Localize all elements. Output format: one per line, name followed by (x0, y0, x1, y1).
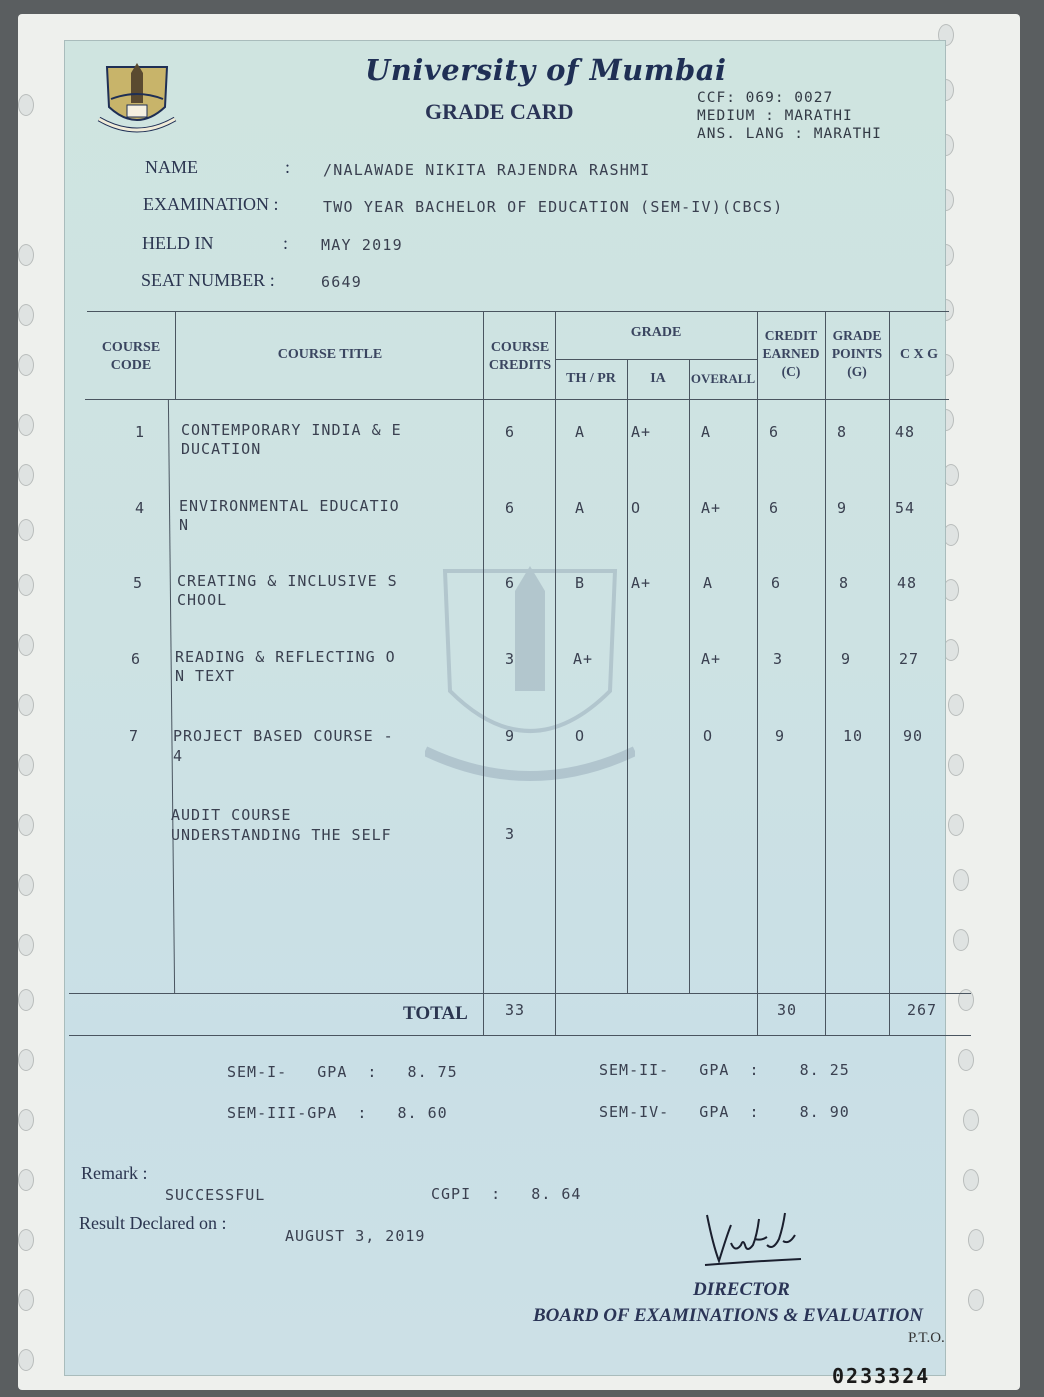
row-credits: 3 (505, 650, 516, 668)
row-overall: A (703, 574, 714, 592)
row-code: 5 (133, 574, 144, 592)
row-thpr: O (575, 727, 586, 745)
row-title (173, 726, 394, 766)
row-title-line1: READING & REFLECTING O (175, 648, 396, 666)
header-points-line3: (G) (847, 364, 867, 379)
gpa-sem4: SEM-IV- GPA : 8. 90 (599, 1103, 850, 1121)
row-earned: 6 (771, 574, 782, 592)
remark-value: SUCCESSFUL (165, 1186, 266, 1204)
seat-label: SEAT NUMBER : (141, 270, 275, 290)
row-ia: A+ (631, 423, 652, 441)
row-thpr: B (575, 574, 586, 592)
total-top-line (69, 993, 971, 994)
row-points: 8 (837, 423, 848, 441)
col-line-6 (757, 311, 758, 1035)
header-earned-line3: (C) (781, 364, 801, 379)
row-credits: 3 (505, 825, 516, 843)
header-course-credits (485, 339, 555, 375)
col-line-7 (825, 311, 826, 1035)
row-title (179, 497, 400, 535)
row-overall: A+ (701, 650, 722, 668)
header-earned-line1: CREDIT (764, 328, 818, 343)
result-date: AUGUST 3, 2019 (285, 1227, 426, 1245)
header-cxg: C X G (899, 347, 939, 362)
col-line-3 (555, 311, 556, 1035)
row-code: 6 (131, 650, 142, 668)
header-points-line1: GRADE (832, 328, 882, 343)
exam-value: TWO YEAR BACHELOR OF EDUCATION (SEM-IV)(CBCS) (323, 198, 784, 216)
col-line-1a (175, 311, 176, 399)
meta-block (697, 89, 882, 143)
row-code: 1 (135, 423, 146, 441)
row-title-line2: 4 (173, 747, 184, 765)
result-label: Result Declared on : (79, 1213, 227, 1233)
header-ia: IA (650, 371, 666, 386)
row-code: 4 (135, 499, 146, 517)
header-earned-line2: EARNED (762, 346, 820, 361)
header-overall: OVERALL (690, 371, 756, 386)
col-line-5 (689, 359, 690, 993)
row-overall: O (703, 727, 714, 745)
remark-label: Remark : (81, 1163, 148, 1183)
row-thpr: A (575, 423, 586, 441)
row-title-line1: CONTEMPORARY INDIA & E (181, 421, 402, 439)
header-credits-line1: COURSE (490, 340, 550, 355)
row-cxg: 27 (899, 650, 920, 668)
col-line-1b (168, 399, 175, 993)
header-thpr: TH / PR (566, 371, 616, 386)
row-credits: 6 (505, 499, 516, 517)
header-course-code (93, 339, 169, 375)
row-overall: A (701, 423, 712, 441)
row-earned: 9 (775, 727, 786, 745)
row-title-line1: AUDIT COURSE (171, 806, 292, 824)
header-credits-line2: CREDITS (488, 358, 552, 373)
row-title (177, 572, 398, 610)
row-thpr: A (575, 499, 586, 517)
held-label: HELD IN (142, 233, 214, 253)
row-points: 10 (843, 727, 864, 745)
col-line-4 (627, 359, 628, 993)
row-cxg: 54 (895, 499, 916, 517)
total-bottom-line (69, 1035, 971, 1036)
total-cxg: 267 (907, 1001, 938, 1019)
university-name: University of Mumbai (365, 53, 727, 87)
header-bottom-line (85, 399, 949, 400)
row-points: 9 (841, 650, 852, 668)
exam-label: EXAMINATION : (143, 194, 279, 214)
row-title-line1: CREATING & INCLUSIVE S (177, 572, 398, 590)
row-title-line2: DUCATION (181, 440, 262, 458)
total-credits: 33 (505, 1001, 526, 1019)
row-cxg: 48 (897, 574, 918, 592)
row-title-line1: ENVIRONMENTAL EDUCATIO (179, 497, 400, 515)
header-credit-earned (757, 327, 825, 381)
signatory-title: DIRECTOR (693, 1279, 790, 1300)
gpa-sem2: SEM-II- GPA : 8. 25 (599, 1061, 850, 1079)
header-code-line2: CODE (110, 358, 152, 373)
grade-subheader-line (555, 359, 757, 360)
row-credits: 6 (505, 574, 516, 592)
director-signature (697, 1205, 807, 1271)
held-colon: : (283, 233, 289, 253)
serial-number: 0233324 (832, 1364, 931, 1388)
cgpi: CGPI : 8. 64 (431, 1185, 582, 1203)
name-colon: : (285, 157, 291, 177)
row-ia: O (631, 499, 642, 517)
total-label: TOTAL (403, 1003, 468, 1024)
row-title-line1: PROJECT BASED COURSE - (173, 727, 394, 745)
row-earned: 6 (769, 423, 780, 441)
header-points-line2: POINTS (831, 346, 883, 361)
university-crest-icon (95, 59, 179, 143)
row-title-line2: N (179, 516, 190, 534)
gpa-sem3: SEM-III-GPA : 8. 60 (227, 1104, 448, 1122)
row-thpr: A+ (573, 650, 594, 668)
row-title (171, 805, 392, 845)
table-top-line (87, 311, 949, 312)
header-code-line1: COURSE (101, 340, 161, 355)
row-credits: 9 (505, 727, 516, 745)
medium: MEDIUM : MARATHI (697, 108, 853, 124)
grade-card (64, 40, 946, 1376)
row-earned: 6 (769, 499, 780, 517)
row-title-line2: CHOOL (177, 591, 228, 609)
student-name: /NALAWADE NIKITA RAJENDRA RASHMI (323, 161, 651, 179)
paper-sheet (18, 14, 1020, 1390)
col-line-8 (889, 311, 890, 1035)
row-cxg: 90 (903, 727, 924, 745)
ccf-code: CCF: 069: 0027 (697, 90, 834, 106)
total-earned: 30 (777, 1001, 798, 1019)
row-code: 7 (129, 727, 140, 745)
row-ia: A+ (631, 574, 652, 592)
col-line-2 (483, 311, 484, 1035)
answer-language: ANS. LANG : MARATHI (697, 126, 882, 142)
name-label: NAME (145, 157, 198, 177)
row-title-line2: N TEXT (175, 667, 236, 685)
header-grade: GRADE (630, 325, 682, 340)
header-grade-points (825, 327, 889, 381)
row-title (175, 648, 396, 686)
row-cxg: 48 (895, 423, 916, 441)
row-earned: 3 (773, 650, 784, 668)
board-name: BOARD OF EXAMINATIONS & EVALUATION (533, 1305, 923, 1326)
row-overall: A+ (701, 499, 722, 517)
row-points: 9 (837, 499, 848, 517)
row-title-line2: UNDERSTANDING THE SELF (171, 826, 392, 844)
row-points: 8 (839, 574, 850, 592)
crest-watermark-icon (425, 561, 635, 811)
header-course-title: COURSE TITLE (277, 347, 383, 362)
doc-title: GRADE CARD (425, 99, 574, 124)
row-title (181, 421, 402, 459)
gpa-sem1: SEM-I- GPA : 8. 75 (227, 1063, 458, 1081)
row-credits: 6 (505, 423, 516, 441)
pto-mark: P.T.O. (908, 1330, 945, 1346)
seat-value: 6649 (321, 273, 362, 291)
held-value: MAY 2019 (321, 236, 403, 254)
